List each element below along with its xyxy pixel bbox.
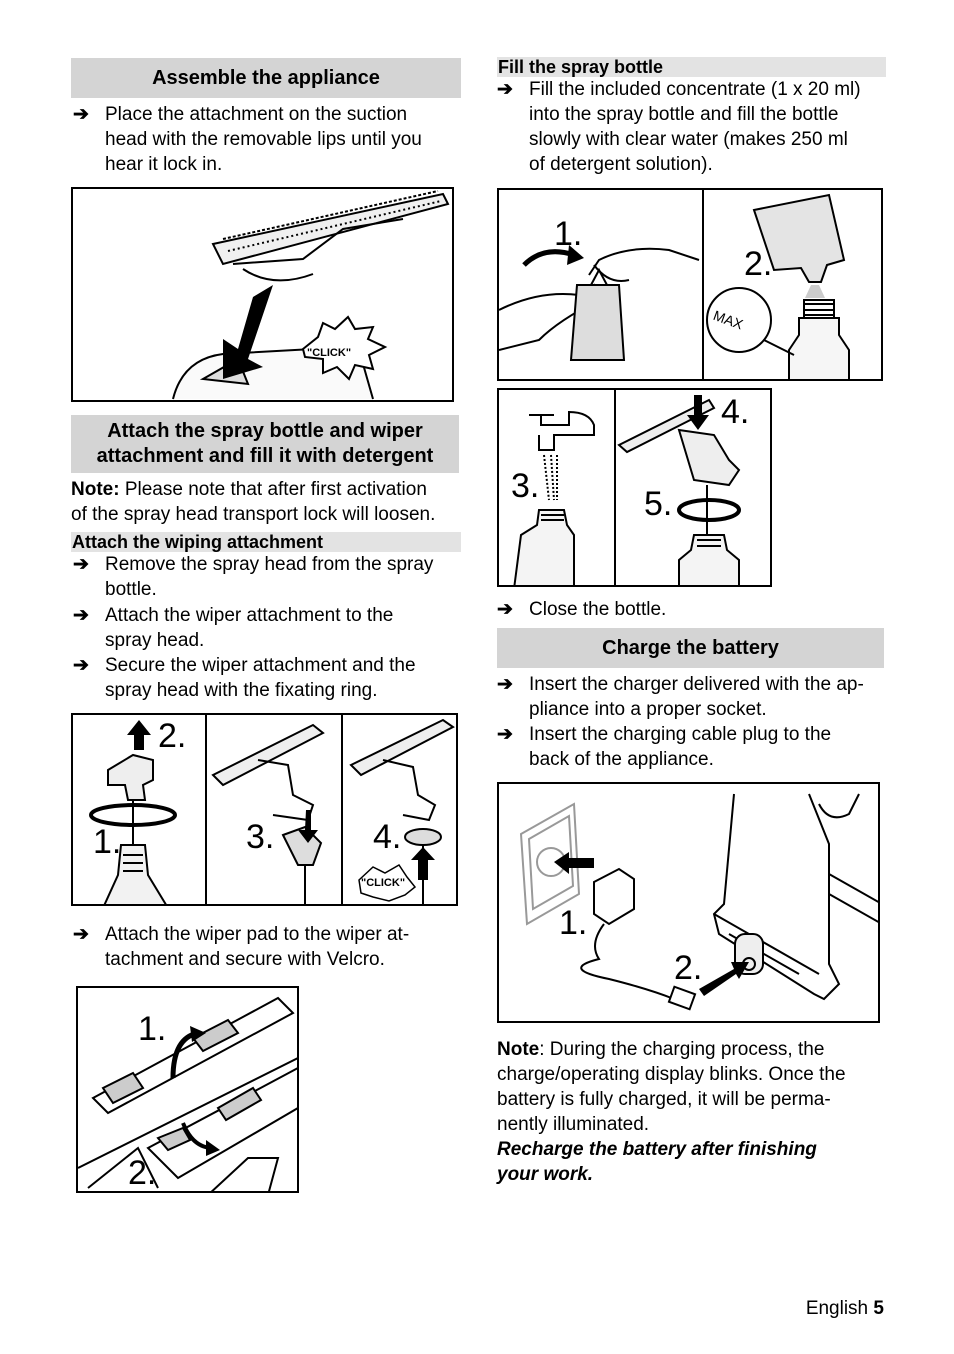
arrow-icon: ➔ <box>73 605 89 626</box>
page-number: 5 <box>873 1298 884 1319</box>
note-label: Note <box>497 1039 540 1060</box>
spray-heading-line1: Attach the spray bottle and wiper <box>107 420 423 442</box>
water-fill-figure <box>497 388 772 587</box>
bullet-line: Secure the wiper attachment and the <box>105 655 416 676</box>
suction-head-illustration <box>173 191 448 399</box>
step-label: 4. <box>373 818 402 856</box>
note-text: : During the charging process, the <box>539 1039 825 1060</box>
note-text: charge/operating display blinks. Once the <box>497 1064 846 1085</box>
fill-bullet <box>497 77 887 177</box>
rotate-arrow-icon <box>679 500 739 520</box>
bullet-line: into the spray bottle and fill the bottle <box>529 104 839 125</box>
spray-bullet <box>73 603 463 653</box>
bullet-line: Attach the wiper pad to the wiper at- <box>105 924 410 945</box>
step-label: 3. <box>246 818 275 856</box>
close-bullet <box>497 597 887 622</box>
spray-bullet <box>73 552 463 602</box>
spray-heading <box>71 415 459 473</box>
pad-bullet <box>73 922 463 972</box>
step-label: 1. <box>93 823 122 861</box>
step-label: 4. <box>721 393 750 431</box>
bullet-line: Insert the charging cable plug to the <box>529 724 832 745</box>
arrow-icon: ➔ <box>73 104 89 125</box>
click-label: "CLICK" <box>307 347 352 359</box>
step-label: 5. <box>644 485 673 523</box>
hands-sachet-illustration <box>499 249 699 360</box>
assemble-bullet <box>73 102 463 177</box>
click-label: "CLICK" <box>361 877 406 889</box>
bullet-line: of detergent solution). <box>529 154 713 175</box>
bullet-line: Place the attachment on the suction <box>105 104 408 125</box>
bullet-line: Remove the spray head from the spray <box>105 554 434 575</box>
bullet-line: head with the removable lips until you <box>105 129 422 150</box>
step-label: 1. <box>559 904 588 942</box>
bullet-line: Insert the charger delivered with the ap- <box>529 674 864 695</box>
arrow-icon: ➔ <box>73 655 89 676</box>
bullet-line: Close the bottle. <box>529 599 667 620</box>
fill-subheading: Fill the spray bottle <box>497 57 886 77</box>
assemble-heading <box>71 58 461 98</box>
bullet-line: Attach the wiper attachment to the <box>105 605 394 626</box>
step-label: 3. <box>511 467 540 505</box>
recharge-emphasis <box>497 1137 887 1187</box>
step-label: 2. <box>158 717 187 755</box>
step-label: 1. <box>554 215 583 253</box>
charge-heading-text: Charge the battery <box>602 637 779 659</box>
assemble-heading-text: Assemble the appliance <box>152 67 380 89</box>
note-text: battery is fully charged, it will be perma- <box>497 1089 831 1110</box>
wiping-subheading: Attach the wiping attachment <box>71 532 461 552</box>
wiper-pad-illustration <box>78 998 298 1193</box>
emphasis-line: Recharge the battery after finishing <box>497 1139 817 1160</box>
spray-note <box>71 477 461 527</box>
bullet-line: pliance into a proper socket. <box>529 699 767 720</box>
emphasis-line: your work. <box>497 1164 594 1185</box>
bullet-line: hear it lock in. <box>105 154 223 175</box>
bullet-line: tachment and secure with Velcro. <box>105 949 385 970</box>
footer-language: English <box>805 1298 869 1319</box>
step-label: 2. <box>674 949 703 987</box>
wiper-pad-figure <box>76 986 299 1193</box>
arrow-icon: ➔ <box>497 79 513 100</box>
bullet-line: slowly with clear water (makes 250 ml <box>529 129 848 150</box>
step-label: 1. <box>138 1010 167 1048</box>
bottle-pour-illustration <box>707 195 849 381</box>
up-arrow-icon <box>411 847 435 880</box>
spray-bullet <box>73 653 463 703</box>
arrow-icon: ➔ <box>497 674 513 695</box>
left-arrow-icon <box>554 852 594 874</box>
arrow-icon: ➔ <box>73 554 89 575</box>
spray-head-figure <box>71 713 458 906</box>
charge-bullet <box>497 722 887 772</box>
bullet-line: bottle. <box>105 579 157 600</box>
note-label: Note: <box>71 479 120 500</box>
note-text: of the spray head transport lock will loosen. <box>71 504 436 525</box>
bullet-line: back of the appliance. <box>529 749 714 770</box>
arrow-icon: ➔ <box>497 599 513 620</box>
step-label: 2. <box>744 245 773 283</box>
charge-bullet <box>497 672 887 722</box>
concentrate-figure <box>497 188 883 381</box>
page-footer <box>700 1296 884 1321</box>
max-label: MAX <box>711 307 746 333</box>
arrow-icon: ➔ <box>73 924 89 945</box>
charge-heading <box>497 628 884 668</box>
note-text: nently illuminated. <box>497 1114 650 1135</box>
arrow-icon: ➔ <box>497 724 513 745</box>
step-label: 2. <box>128 1154 157 1192</box>
curved-arrow-icon <box>524 252 574 265</box>
note-text: Please note that after first activation <box>119 479 427 500</box>
right-arrow-icon <box>699 962 749 996</box>
charge-note <box>497 1037 887 1137</box>
bullet-line: spray head with the fixating ring. <box>105 680 378 701</box>
spray-heading-line2: attachment and fill it with detergent <box>96 445 434 467</box>
assemble-figure <box>71 187 454 402</box>
up-arrow-icon <box>127 720 151 750</box>
bullet-line: Fill the included concentrate (1 x 20 ml) <box>529 79 861 100</box>
bullet-line: spray head. <box>105 630 205 651</box>
charger-illustration <box>581 869 695 1009</box>
charging-figure <box>497 782 880 1023</box>
